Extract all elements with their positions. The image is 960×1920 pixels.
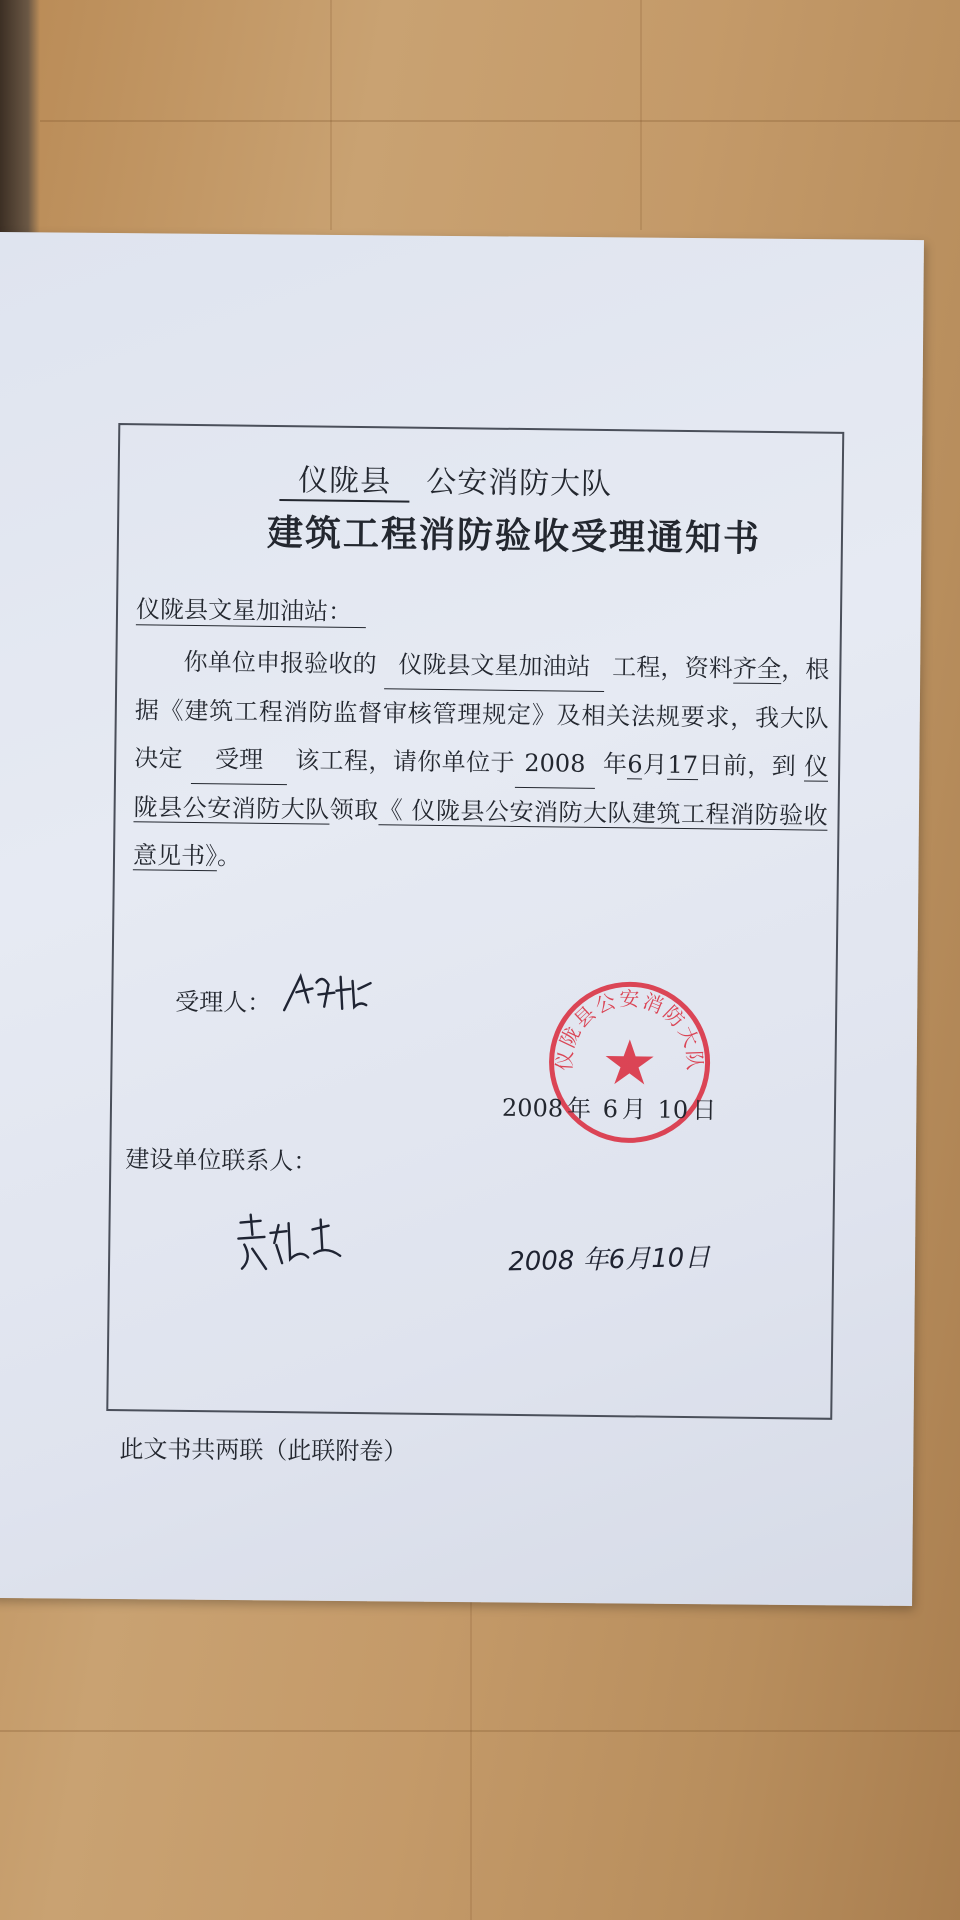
day-char: 日前，到 [697, 751, 797, 781]
docs-status: 齐全 [732, 654, 782, 684]
decision: 受理 [191, 735, 288, 785]
county-name: 仪陇县 [279, 455, 410, 503]
seal-text: 仪陇县公安消防大队 [552, 986, 707, 1073]
wood-seam [470, 1600, 472, 1920]
body-text-2: 工程，资料 [612, 653, 734, 683]
issue-month: 6 [602, 1095, 619, 1124]
document-to-collect: 《 仪陇县公安消防大队建筑工程消防验收意见书》 [132, 796, 828, 871]
issue-year: 2008 [501, 1093, 564, 1123]
handwritten-date: 2008 年6月10日 [507, 1242, 711, 1278]
body-text-5: 领取 [329, 795, 379, 825]
issue-day: 10 [657, 1095, 689, 1125]
contact-signature [230, 1208, 351, 1283]
contact-label: 建设单位联系人： [125, 1145, 318, 1176]
document-title: 建筑工程消防验收受理通知书 [266, 512, 762, 560]
brigade-name: 公安消防大队 [425, 464, 613, 503]
month-char: 月 [642, 750, 668, 779]
wood-grain [0, 1730, 960, 1732]
issue-day-char: 日 [692, 1096, 717, 1125]
accepter-signature [278, 962, 389, 1027]
wood-seam [330, 0, 332, 230]
body-text-4: 该工程，请你单位于 [294, 746, 516, 777]
wood-grain [40, 120, 960, 122]
deadline-month: 6 [627, 750, 643, 779]
document-frame [106, 423, 844, 1420]
issue-month-char: 月 [621, 1095, 647, 1124]
body-text-6: 。 [216, 842, 242, 871]
notice-document [0, 232, 924, 1606]
pickup-place: 仪陇县公安消防大队 [133, 752, 829, 824]
project-name: 仪陇县文星加油站 [384, 640, 605, 692]
body-text-1: 你单位申报验收的 [183, 647, 377, 679]
deadline-day: 17 [667, 750, 699, 780]
body-text-3: ，根据《建筑工程消防监督审核管理规定》及相关法规要求，我大队决定 [134, 655, 830, 773]
notice-body [133, 637, 830, 887]
year-char: 年 [602, 749, 628, 779]
issue-year-char: 年 [566, 1094, 592, 1123]
recipient: 仪陇县文星加油站： [136, 589, 366, 628]
accepter-label: 受理人： [175, 987, 272, 1017]
wood-seam [640, 0, 642, 230]
deadline-year: 2008 [515, 739, 596, 789]
background-shadow [0, 0, 40, 240]
issuing-authority [279, 455, 612, 505]
issue-date [502, 1088, 721, 1126]
footer-note: 此文书共两联（此联附卷） [119, 1435, 408, 1466]
